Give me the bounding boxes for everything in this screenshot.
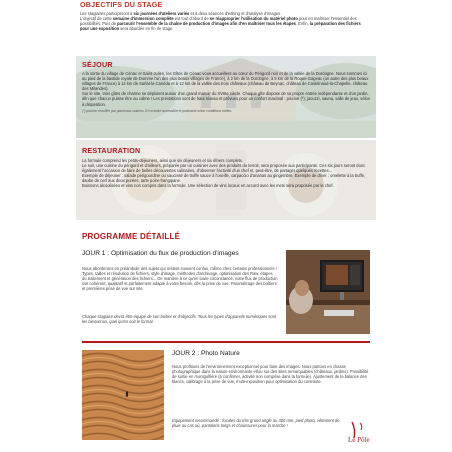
- text-bold: se réapproprier l'utilisation du matériel photo: [209, 16, 298, 22]
- text: pour en maîtriser l'essentiel des possibilités. Puis de: [80, 16, 357, 27]
- text-bold: parcourir l'ensemble de la chaîne de production d'images afin d'en maîtriser tous les étapes: [117, 21, 296, 27]
- restauration-paragraph-3: Exemple de déjeuner : salade périgourdine ou saucisse de truffe sauce à l'oseille, carpaccio d'ananas au gingembre. Exemple de dîner : omelette à la truffe, daube de cerf aux deux purées, tarte poire-frangipane.: [82, 173, 366, 184]
- sand-dune-photo: [82, 350, 164, 440]
- svg-text:Le Pôle: Le Pôle: [348, 436, 370, 444]
- le-pole-logo: [346, 420, 372, 446]
- programme-heading: [82, 232, 180, 241]
- text-bold: six journées d'ateliers variés: [133, 11, 190, 16]
- jour2-note: Equipement recommandé : focales du très grand angle au 300 mm, pied photo, vêtement de pluie au cas où, pantalons longs et chaussures pour la marche !: [172, 418, 340, 429]
- text: et à deux séances d'editing et d'analyse d'images.: [189, 11, 282, 16]
- text: sera abordée en fin de stage.: [119, 26, 174, 32]
- text: . Enfin,: [295, 21, 310, 27]
- text: L'objectif de cette: [80, 16, 113, 22]
- text: Les stagiaires participeront à: [80, 11, 134, 16]
- sejour-content: [82, 60, 372, 113]
- jour1-title: JOUR 1 : Optimisation du flux de production d'images: [82, 250, 239, 257]
- jour1-text: Nous aborderons en préambule des sujets qui restent souvent confus, même chez certains professionnels ! Types, tailles et résolution de fichiers, style d'image, méthodes d'archivage, optimisation des Raw, étapes du traitement et génération des fichiers... De manière à ce qu'en toute circonstance, votre flux de production soit cohérent, qualitatif et parfaitement adapté à votre besoin, dès la prise de vue. Paramétrage des boîtiers et premières prise de vue sur site.: [82, 266, 278, 292]
- jour2-title: JOUR 2 : Photo Nature: [172, 350, 240, 357]
- objectifs-title: OBJECTIFS DU STAGE: [80, 0, 163, 9]
- sejour-paragraph-1: A la sortie du village de Cénac et Saint-Julien, les Gîtes de Cénac vous accueillent au cœur du Périgord noir et de la vallée de la Dordogne. Nous sommes ici au pied de la bastide royale de Domme l'un des plus beaux villages de France), à 2 km de la Dordogne, à 5 km de la Roque-Gageac (un autre des plus beaux villages de France) à 12 km de Sarlat-la-Canéda et à 12 km de la vallée des trois châteaux (château de Beynac, château de Castelnaud-la-Chapelle, château des Milandes).: [82, 71, 369, 92]
- text-bold: semaine d'immersion complète: [112, 16, 174, 22]
- objectifs-paragraph-2: [80, 16, 370, 31]
- restauration-title: RESTAURATION: [82, 146, 141, 155]
- restauration-paragraph-2: Le soir, une cuisine du périgord et d'ailleurs, préparée par un cuisinier avec des produits du terroir, sera proposée aux participants. Ces six jours seront donc également l'occasion de faire de belles découvertes culinaires, d'observer l'activité d'un chef et, peut-être, de partager quelques recettes...: [82, 163, 366, 174]
- jour1-note: Chaque stagiaire devra être équipé de son boîtier et d'objectifs. Tous les types d'appareils numériques sont les bienvenus, quel qu'en soit le format.: [82, 314, 277, 325]
- restauration-section: [76, 140, 376, 220]
- restauration-paragraph-1: La formule comprend les petits-déjeuners, ainsi que six déjeuners et six dîners complets.: [82, 158, 244, 163]
- text: est tout d'abord de: [173, 16, 210, 22]
- restauration-paragraph-4: Boissons alcoolisées et vins non compris dans la formule. Une sélection de vins locaux en accord avec les mets sera proposée par le chef.: [82, 183, 334, 189]
- text-bold: la préparation des fichiers pour une exposition: [80, 21, 361, 32]
- objectifs-section: [80, 0, 370, 54]
- sejour-paragraph-2: Sur le site, trois gîtes de charme se déploient autour d'un grand manoir du XVIIIe siècle. Chaque gîte dispose de sa propre entrée indépendante et d'un jardin, afin que chacun puisse être au calme ! Les prestations sont de haut niveau et prévues pour un confort maximal : piscine (*), jacuzzi, sauna, salle de jeux, vélos à disposition.: [82, 91, 370, 107]
- sejour-note: (*) piscine chauffée par panneaux solaires. En octobre accessible et praticable selon conditions météo.: [82, 108, 233, 113]
- sejour-section: [76, 56, 376, 138]
- section-divider: [82, 341, 370, 343]
- programme-title: PROGRAMME DÉTAILLÉ: [82, 232, 181, 241]
- sejour-title: SÉJOUR: [82, 60, 113, 69]
- restauration-content: [82, 146, 372, 189]
- workstation-photo: [286, 250, 370, 334]
- jour2-text: Nous profitions de l'environnement exceptionnel pour faire des images. Nous partons en chasse photographique dans la nature environnante et/ou sur des sites remarquables (châteaux, jardins). Possibilité de sortie en montgolfière (à confirmer, activité non comprise dans la formule). Ajustement de la balance des blancs, calibrage à la prise de vue, multi-exposition pour optimisation du contraste.: [172, 364, 369, 385]
